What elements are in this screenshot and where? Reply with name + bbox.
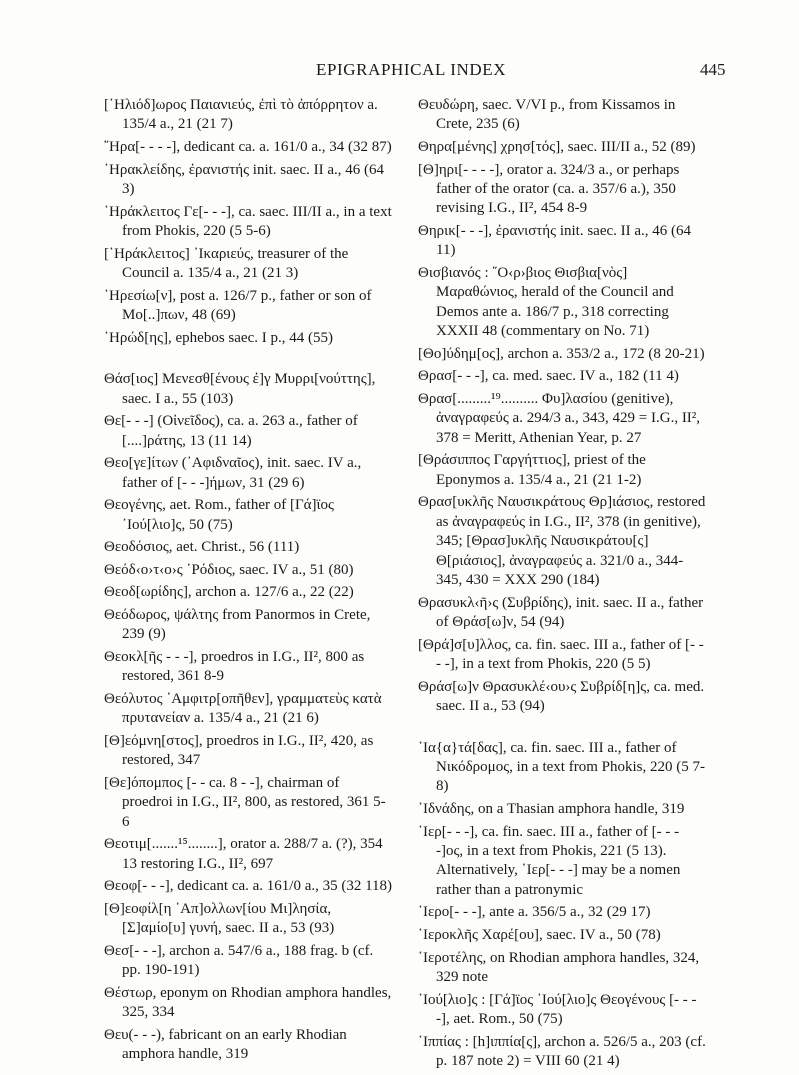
running-head: EPIGRAPHICAL INDEX <box>316 60 507 79</box>
index-entry: Θέστωρ, eponym on Rhodian amphora handles, 325, 334 <box>104 984 392 1021</box>
index-entry: Θεσ[- - -], archon a. 547/6 a., 188 frag. b (cf. pp. 190-191) <box>104 942 374 979</box>
index-entry: Θεοφ[- - -], dedicant ca. a. 161/0 a., 35 (32 118) <box>104 878 393 895</box>
index-entry: [῾Ηλιόδ]ωρος Παιανιεύς, ἐπὶ τὸ ἀπόρρητον a. 135/4 a., 21 (21 7) <box>104 97 378 133</box>
index-group-theta-continued <box>418 96 708 716</box>
index-entry: Θε[- - -] (Οἰνεῖδος), ca. a. 263 a., father of [....]ράτης, 13 (11 14) <box>104 413 358 449</box>
index-entry: [Θρά]σ[υ]λλος, ca. fin. saec. III a., father of [- - - -], in a text from Phokis, 220 (5 5) <box>418 636 704 673</box>
index-entry: ῾Ηρακλείδης, ἐρανιστής init. saec. II a., 46 (64 3) <box>104 161 385 197</box>
index-entry: Θισβιανός : ῞Ο‹ρ›βιος Θισβια[νὸς] Μαραθώνιος, herald of the Council and Demos ante a. 186/7 p., 318 correcting XXXII 48 (commentary on No. 71) <box>418 265 674 340</box>
index-entry: [Θ]εοφίλ[η ᾿Απ]ολλων[ίου Μι]λησία, [Σ]αμίο[υ] γυνή, saec. II a., 53 (93) <box>104 900 335 937</box>
index-group-eta <box>104 96 393 348</box>
index-entry: Θεογένης, aet. Rom., father of [Γά]ϊος ᾿Ιού[λιο]ς, 50 (75) <box>104 497 334 533</box>
index-entry: Θεοκλ[ῆς - - -], proedros in I.G., II², 800 as restored, 361 8-9 <box>104 648 365 685</box>
index-entry: Θράσ[ω]ν Θρασυκλέ‹ου›ς Συβρίδ[η]ς, ca. med. saec. II a., 53 (94) <box>418 678 705 715</box>
index-group-iota <box>418 739 708 1072</box>
index-entry: Θεο[γε]ίτων (᾿Αφιδναῖος), init. saec. IV a., father of [- - -]ήμων, 31 (29 6) <box>104 455 362 491</box>
index-entry: [Θράσιππος Γαργήττιος], priest of the Eponymos a. 135/4 a., 21 (21 1-2) <box>418 452 646 488</box>
index-entry: ῾Ιερ[- - -], ca. fin. saec. III a., father of [- - - -]ος, in a text from Phokis, 221 (5 13). Alternatively, ῾Ιερ[- - -] may be a nomen rather than a patronymic <box>418 823 681 898</box>
index-entry: Θάσ[ιος] Μενεσθ[ένους ἐ]γ Μυρρι[νούττης], saec. I a., 55 (103) <box>104 371 376 407</box>
index-entry: Θεόδ‹ο›τ‹ο›ς ῾Ρόδιος, saec. IV a., 51 (80) <box>104 561 354 578</box>
index-entry: Θεοδ[ωρίδης], archon a. 127/6 a., 22 (22) <box>104 584 354 601</box>
index-entry: Θεόλυτος ᾿Αμφιτρ[οπῆθεν], γραμματεὺς κατὰ πρυτανείαν a. 135/4 a., 21 (21 6) <box>104 690 382 727</box>
index-entry: ᾿Ιού[λιο]ς : [Γά]ϊος ᾿Ιού[λιο]ς Θεογένους [- - - -], aet. Rom., 50 (75) <box>418 991 697 1028</box>
index-entry: Θεοδόσιος, aet. Christ., 56 (111) <box>104 539 300 556</box>
index-entry: ῾Ιππίας : [h]ιππία[ς], archon a. 526/5 a., 203 (cf. p. 187 note 2) = VIII 60 (21 4) <box>418 1033 706 1070</box>
index-group-theta <box>104 370 393 1065</box>
index-entry: Θεόδωρος, ψάλτης from Panormos in Crete, 239 (9) <box>104 606 371 643</box>
index-entry: Θρασυκλ‹ῆ›ς (Συβρίδης), init. saec. II a., father of Θράσ[ω]ν, 54 (94) <box>418 594 704 631</box>
index-entry: ῾Ηρεσίω[ν], post a. 126/7 p., father or son of Μο[..]πων, 48 (69) <box>104 287 372 323</box>
section-gap <box>418 720 708 739</box>
index-entry: ῾Ιεροκλῆς Χαρέ[ου], saec. IV a., 50 (78) <box>418 927 661 944</box>
index-entry: Θηρα[μένης] χρησ[τός], saec. III/II a., 52 (89) <box>418 139 696 155</box>
index-entry: [Θε]όπομπος [- - ca. 8 - -], chairman of proedroi in I.G., II², 800, as restored, 361 5-6 <box>104 774 386 830</box>
section-gap <box>104 351 393 370</box>
index-entry: ῾Ηρώδ[ης], ephebos saec. I p., 44 (55) <box>104 329 333 346</box>
page-number: 445 <box>700 60 726 79</box>
index-entry: [῾Ηράκλειτος] ᾿Ικαριεύς, treasurer of the Council a. 135/4 a., 21 (21 3) <box>104 245 349 281</box>
index-entry: Θευ(- - -), fabricant on an early Rhodian amphora handle, 319 <box>104 1026 347 1063</box>
index-entry: ῾Ιεροτέλης, on Rhodian amphora handles, 324, 329 note <box>418 949 700 986</box>
index-entry: ᾿Ια{α}τά[δας], ca. fin. saec. III a., father of Νικόδρομος, in a text from Phokis, 220 (5 7-8) <box>418 739 705 795</box>
left-column <box>104 96 393 1068</box>
index-entry: [Θ]εόμνη[στος], proedros in I.G., II², 420, as restored, 347 <box>104 732 374 769</box>
index-entry: Θρασ[υκλῆς Ναυσικράτους Θρ]ιάσιος, restored as ἀναγραφεύς in I.G., II², 378 (in genitive), 345; [Θρασ]υκλῆς Ναυσικράτου[ς] Θ[ριάσιος], ἀναγραφεύς a. 321/0 a., 344-345, 430 = XXX 290 (184) <box>418 494 706 589</box>
index-entry: [Θο]ύδημ[ος], archon a. 353/2 a., 172 (8 20-21) <box>418 345 705 362</box>
index-entry: Θευδώρη, saec. V/VI p., from Kissamos in Crete, 235 (6) <box>418 97 676 133</box>
index-entry: ῾Ηράκλειτος Γε[- - -], ca. saec. III/II a., in a text from Phokis, 220 (5 5-6) <box>104 203 392 239</box>
index-entry: Θρασ[- - -], ca. med. saec. IV a., 182 (11 4) <box>418 368 679 385</box>
right-column <box>418 96 708 1075</box>
index-entry: Θρασ[.........¹⁹.......... Φυ]λασίου (genitive), ἀναγραφεύς a. 294/3 a., 343, 429 = I.G., II², 378 = Meritt, Athenian Year, p. 27 <box>418 391 701 446</box>
index-entry: [Θ]ηρι[- - - -], orator a. 324/3 a., or perhaps father of the orator (ca. a. 357/6 a.), 350 revising I.G., II², 454 8-9 <box>418 161 680 217</box>
index-entry: Θηρικ[- - -], ἐρανιστής init. saec. II a., 46 (64 11) <box>418 223 692 259</box>
index-entry: Θεοτιμ[.......¹⁵........], orator a. 288/7 a. (?), 354 13 restoring I.G., II², 697 <box>104 836 383 872</box>
index-entry: ῾Ιερο[- - -], ante a. 356/5 a., 32 (29 17) <box>418 904 651 921</box>
index-entry: ῞Ηρα[- - - -], dedicant ca. a. 161/0 a., 34 (32 87) <box>104 139 392 155</box>
index-entry: ᾿Ιδνάδης, on a Thasian amphora handle, 319 <box>418 801 685 818</box>
